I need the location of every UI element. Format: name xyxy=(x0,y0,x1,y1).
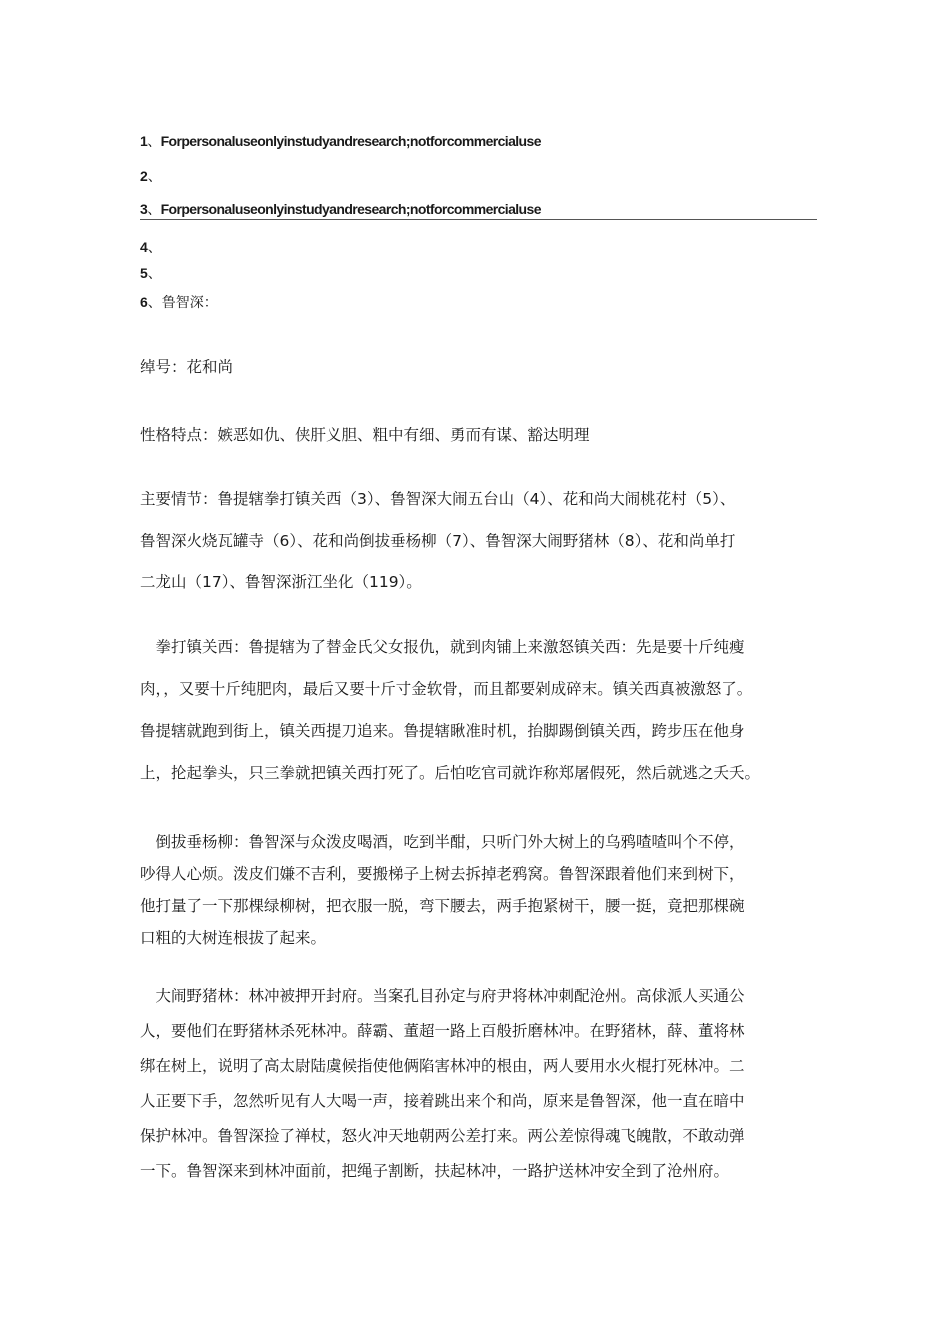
story-line: 他打量了一下那棵绿柳树，把衣服一脱，弯下腰去，两手抱紧树干，腰一挺，竟把那棵碗 xyxy=(140,897,745,915)
traits-line: 性格特点：嫉恶如仇、侠肝义胆、粗中有细、勇而有谋、豁达明理 xyxy=(140,426,590,444)
list-text: 鲁智深： xyxy=(161,295,218,311)
list-number: 6 xyxy=(140,294,148,310)
plots-line: 二龙山（17）、鲁智深浙江坐化（119）。 xyxy=(140,573,422,591)
list-separator: 、 xyxy=(147,134,161,150)
list-text: Forpersonaluseonlyinstudyandresearch;notforcommercialuse xyxy=(160,133,541,149)
list-number: 3 xyxy=(140,201,148,217)
story-line: 口粗的大树连根拔了起来。 xyxy=(140,929,327,947)
list-separator: 、 xyxy=(147,266,162,282)
list-item-3 xyxy=(140,199,541,220)
story-line: 鲁提辖就跑到街上，镇关西提刀追来。鲁提辖瞅准时机，抬脚踢倒镇关西，跨步压在他身 xyxy=(140,722,745,740)
story-line: 绑在树上，说明了高太尉陆虞候指使他俩陷害林冲的根由，两人要用水火棍打死林冲。二 xyxy=(140,1057,745,1075)
list-separator: 、 xyxy=(147,240,162,256)
plots-line: 鲁智深火烧瓦罐寺（6）、花和尚倒拔垂杨柳（7）、鲁智深大闹野猪林（8）、花和尚单打 xyxy=(140,532,736,550)
story-line: 一下。鲁智深来到林冲面前，把绳子割断，扶起林冲，一路护送林冲安全到了沧州府。 xyxy=(140,1162,730,1180)
plots-line: 主要情节：鲁提辖拳打镇关西（3）、鲁智深大闹五台山（4）、花和尚大闹桃花村（5）、 xyxy=(140,490,736,508)
list-number: 5 xyxy=(140,265,148,281)
story-line: 保护林冲。鲁智深捡了禅杖，怒火冲天地朝两公差打来。两公差惊得魂飞魄散，不敢动弹 xyxy=(140,1127,745,1145)
story-line: 肉，，又要十斤纯肥肉，最后又要十斤寸金软骨，而且都要剁成碎末。镇关西真被激怒了。 xyxy=(140,680,753,698)
story-line: 倒拔垂杨柳：鲁智深与众泼皮喝酒，吃到半酣，只听门外大树上的乌鸦喳喳叫个不停， xyxy=(140,833,745,851)
list-separator: 、 xyxy=(147,295,162,311)
list-text: Forpersonaluseonlyinstudyandresearch;notforcommercialuse xyxy=(160,201,541,217)
story-line: 大闹野猪林：林冲被押开封府。当案孔目孙定与府尹将林冲刺配沧州。高俅派人买通公 xyxy=(140,987,745,1005)
list-number: 1 xyxy=(140,133,148,149)
list-item-1 xyxy=(140,131,541,152)
list-number: 4 xyxy=(140,239,148,255)
list-item-4 xyxy=(140,237,162,258)
list-item-5 xyxy=(140,263,162,284)
story-line: 人，要他们在野猪林杀死林冲。薛霸、董超一路上百般折磨林冲。在野猪林，薛、董将林 xyxy=(140,1022,745,1040)
list-item-6 xyxy=(140,292,218,313)
story-line: 吵得人心烦。泼皮们嫌不吉利，要搬梯子上树去拆掉老鸦窝。鲁智深跟着他们来到树下， xyxy=(140,865,745,883)
story-line: 拳打镇关西：鲁提辖为了替金氏父女报仇，就到肉铺上来激怒镇关西：先是要十斤纯瘦 xyxy=(140,638,745,656)
story-line: 上，抡起拳头，只三拳就把镇关西打死了。后怕吃官司就诈称郑屠假死，然后就逃之夭夭。 xyxy=(140,764,761,782)
horizontal-rule xyxy=(140,219,817,220)
list-separator: 、 xyxy=(147,169,162,185)
story-line: 人正要下手，忽然听见有人大喝一声，接着跳出来个和尚，原来是鲁智深，他一直在暗中 xyxy=(140,1092,745,1110)
list-item-2 xyxy=(140,166,162,187)
list-number: 2 xyxy=(140,168,148,184)
nickname-line: 绰号：花和尚 xyxy=(140,358,234,376)
list-separator: 、 xyxy=(147,202,161,218)
